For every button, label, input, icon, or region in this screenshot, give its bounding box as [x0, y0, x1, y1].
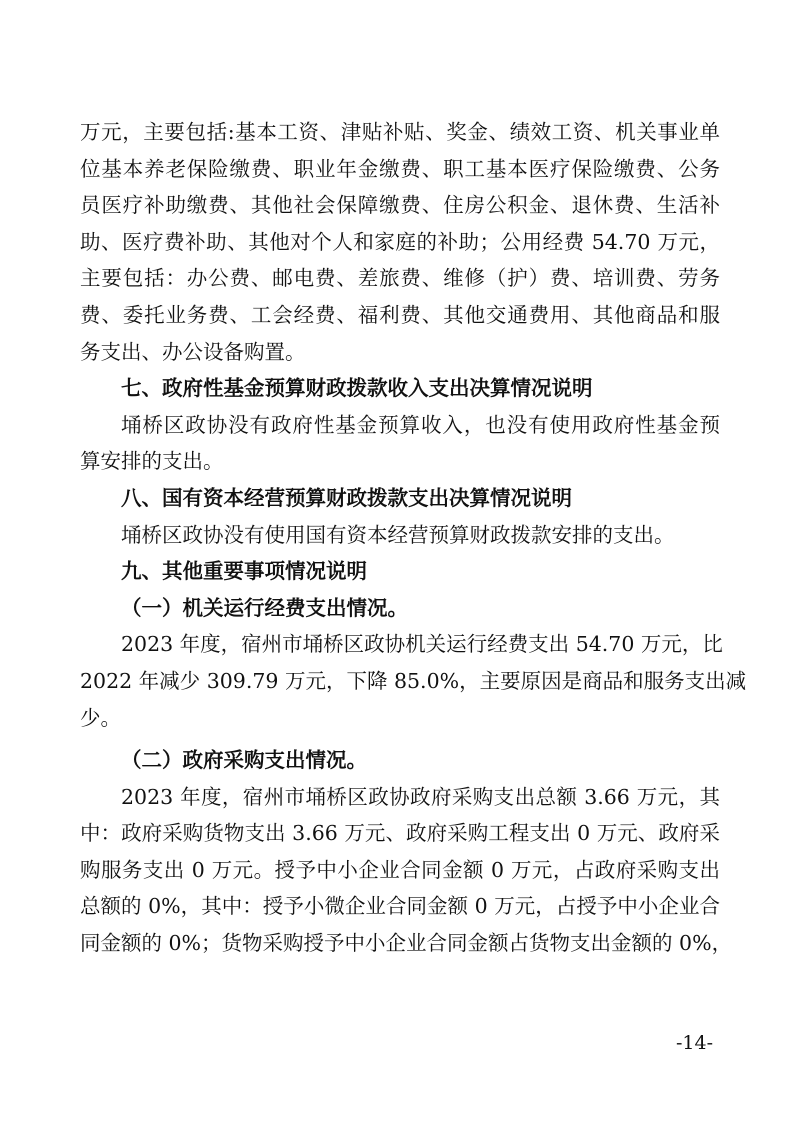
text-line: 2023 年度，宿州市埇桥区政协机关运行经费支出 54.70 万元，比 [121, 632, 723, 657]
text-line: 主要包括：办公费、邮电费、差旅费、维修（护）费、培训费、劳务 [80, 266, 720, 291]
text-line: 助、医疗费补助、其他对个人和家庭的补助；公用经费 54.70 万元， [80, 229, 720, 254]
text-line: 位基本养老保险缴费、职业年金缴费、职工基本医疗保险缴费、公务 [80, 156, 720, 181]
document-body [80, 114, 747, 962]
text-line: 埇桥区政协没有政府性基金预算收入，也没有使用政府性基金预 [121, 412, 720, 437]
text-line: 万元，主要包括:基本工资、津贴补贴、奖金、绩效工资、机关事业单 [80, 120, 720, 144]
section-heading-7: 七、政府性基金预算财政拨款收入支出决算情况说明 [121, 376, 593, 401]
section-heading-9: 九、其他重要事项情况说明 [121, 559, 367, 584]
text-line: 总额的 0%，其中：授予小微企业合同金额 0 万元，占授予中小企业合 [80, 894, 720, 919]
text-line: 埇桥区政协没有使用国有资本经营预算财政拨款安排的支出。 [121, 522, 675, 547]
page-number: -14- [675, 1032, 713, 1054]
subsection-heading-1: （一）机关运行经费支出情况。 [121, 595, 408, 620]
text-line: 费、委托业务费、工会经费、福利费、其他交通费用、其他商品和服 [80, 302, 720, 327]
text-line: 同金额的 0%；货物采购授予中小企业合同金额占货物支出金额的 0%， [80, 931, 733, 956]
text-line: 算安排的支出。 [80, 449, 224, 474]
text-line: 员医疗补助缴费、其他社会保障缴费、住房公积金、退休费、生活补 [80, 193, 720, 218]
text-line: 2023 年度，宿州市埇桥区政协政府采购支出总额 3.66 万元，其 [121, 784, 720, 809]
subsection-heading-2: （二）政府采购支出情况。 [121, 748, 367, 773]
text-line: 少。 [80, 705, 121, 730]
text-line: 务支出、办公设备购置。 [80, 339, 306, 364]
text-line: 2022 年减少 309.79 万元，下降 85.0%，主要原因是商品和服务支出减 [80, 668, 747, 693]
text-line: 购服务支出 0 万元。授予中小企业合同金额 0 万元，占政府采购支出 [80, 857, 720, 882]
text-line: 中：政府采购货物支出 3.66 万元、政府采购工程支出 0 万元、政府采 [80, 821, 720, 846]
section-heading-8: 八、国有资本经营预算财政拨款支出决算情况说明 [121, 485, 572, 510]
